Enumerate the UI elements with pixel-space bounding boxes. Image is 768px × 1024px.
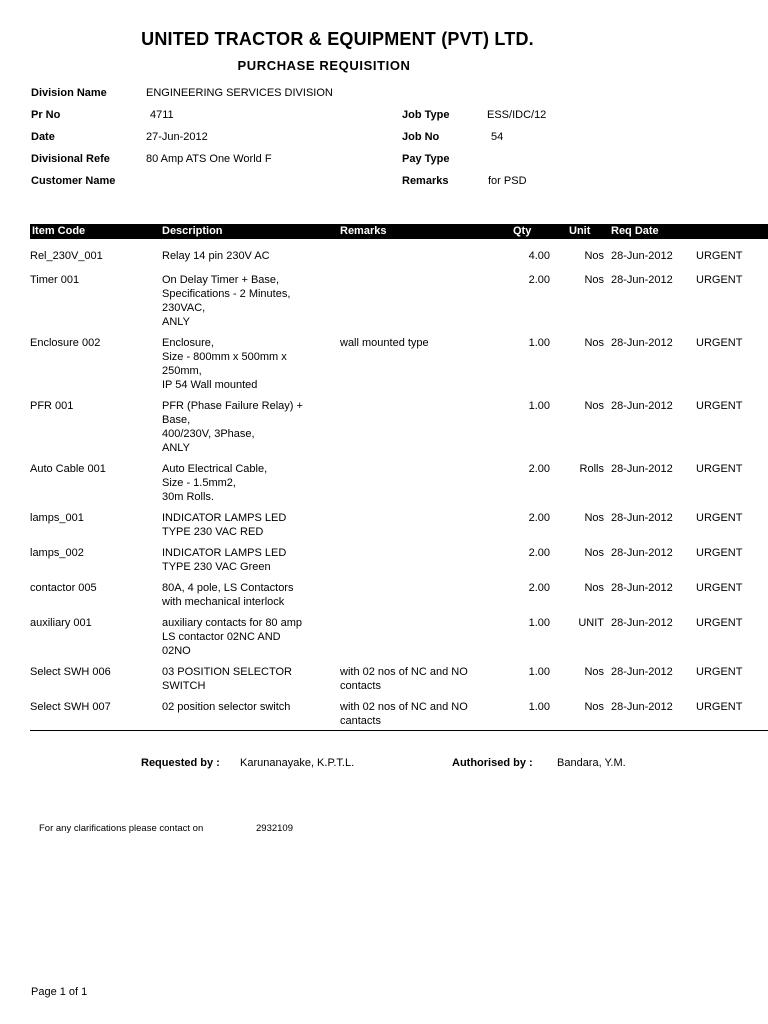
description-cell: INDICATOR LAMPS LED TYPE 230 VAC RED (162, 512, 287, 538)
remarks-cell: wall mounted type (340, 337, 429, 349)
unit-cell: Nos (584, 512, 604, 524)
jobtype-value: ESS/IDC/12 (487, 109, 547, 121)
priority-cell: URGENT (696, 274, 743, 286)
description-cell: 03 POSITION SELECTOR SWITCH (162, 666, 293, 692)
item-code-cell: contactor 005 (30, 582, 97, 594)
table-bottom-divider (30, 730, 768, 731)
unit-cell: Nos (584, 701, 604, 713)
contact-number: 2932109 (256, 823, 293, 834)
prno-value: 4711 (150, 109, 174, 121)
jobno-value: 54 (491, 131, 504, 143)
item-code-cell: auxiliary 001 (30, 617, 92, 629)
qty-cell: 1.00 (528, 701, 550, 713)
req-date-cell: 28-Jun-2012 (611, 463, 673, 475)
authorised-by-value: Bandara, Y.M. (557, 757, 626, 769)
header-description: Description (162, 225, 223, 237)
unit-cell: Nos (584, 547, 604, 559)
remarks-cell: with 02 nos of NC and NO cantacts (340, 701, 468, 727)
item-code-cell: lamps_001 (30, 512, 84, 524)
header-remarks: Remarks (340, 225, 387, 237)
company-name: UNITED TRACTOR & EQUIPMENT (PVT) LTD. (141, 29, 534, 49)
req-date-cell: 28-Jun-2012 (611, 337, 673, 349)
paytype-label: Pay Type (402, 153, 450, 165)
prno-label: Pr No (31, 109, 61, 121)
date-value: 27-Jun-2012 (146, 131, 208, 143)
item-code-cell: Select SWH 007 (30, 701, 111, 713)
description-cell: 80A, 4 pole, LS Contactors with mechanical interlock (162, 582, 294, 608)
page-number: Page 1 of 1 (31, 986, 88, 998)
description-cell: INDICATOR LAMPS LED TYPE 230 VAC Green (162, 547, 287, 573)
description-cell: On Delay Timer + Base, Specifications - 2 Minutes, 230VAC, ANLY (162, 274, 291, 328)
qty-cell: 4.00 (528, 250, 550, 262)
remarks-value: for PSD (488, 175, 527, 187)
qty-cell: 2.00 (528, 274, 550, 286)
unit-cell: Nos (584, 666, 604, 678)
jobtype-label: Job Type (402, 109, 450, 121)
description-cell: Relay 14 pin 230V AC (162, 250, 270, 262)
unit-cell: Rolls (579, 463, 604, 475)
priority-cell: URGENT (696, 666, 743, 678)
description-cell: PFR (Phase Failure Relay) + Base, 400/230V, 3Phase, ANLY (162, 400, 303, 454)
qty-cell: 2.00 (528, 582, 550, 594)
table-header (30, 224, 768, 239)
authorised-by-label: Authorised by : (452, 757, 533, 769)
qty-cell: 1.00 (528, 337, 550, 349)
header-qty: Qty (513, 225, 532, 237)
unit-cell: Nos (584, 250, 604, 262)
division-label: Division Name (31, 87, 107, 99)
contact-text: For any clarifications please contact on (39, 823, 204, 834)
priority-cell: URGENT (696, 617, 743, 629)
unit-cell: Nos (584, 582, 604, 594)
requested-by-value: Karunanayake, K.P.T.L. (240, 757, 355, 769)
divref-value: 80 Amp ATS One World F (146, 153, 272, 165)
divref-label: Divisional Refe (31, 153, 110, 165)
jobno-label: Job No (402, 131, 440, 143)
header-req-date: Req Date (611, 225, 659, 237)
qty-cell: 2.00 (528, 512, 550, 524)
req-date-cell: 28-Jun-2012 (611, 701, 673, 713)
priority-cell: URGENT (696, 337, 743, 349)
unit-cell: Nos (584, 400, 604, 412)
requested-by-label: Requested by : (141, 757, 220, 769)
priority-cell: URGENT (696, 547, 743, 559)
qty-cell: 2.00 (528, 463, 550, 475)
item-code-cell: Auto Cable 001 (30, 463, 106, 475)
header-unit: Unit (569, 225, 591, 237)
qty-cell: 1.00 (528, 617, 550, 629)
item-code-cell: Enclosure 002 (30, 337, 101, 349)
item-code-cell: Select SWH 006 (30, 666, 111, 678)
unit-cell: Nos (584, 337, 604, 349)
division-value: ENGINEERING SERVICES DIVISION (146, 87, 333, 99)
remarks-cell: with 02 nos of NC and NO contacts (340, 666, 468, 692)
priority-cell: URGENT (696, 463, 743, 475)
priority-cell: URGENT (696, 512, 743, 524)
req-date-cell: 28-Jun-2012 (611, 666, 673, 678)
header-item-code: Item Code (32, 225, 86, 237)
req-date-cell: 28-Jun-2012 (611, 617, 673, 629)
req-date-cell: 28-Jun-2012 (611, 582, 673, 594)
qty-cell: 1.00 (528, 400, 550, 412)
item-code-cell: Timer 001 (30, 274, 80, 286)
customer-label: Customer Name (31, 175, 116, 187)
description-cell: 02 position selector switch (162, 701, 291, 713)
item-code-cell: Rel_230V_001 (30, 250, 103, 262)
description-cell: auxiliary contacts for 80 amp LS contactor 02NC AND 02NO (162, 617, 303, 657)
description-cell: Enclosure, Size - 800mm x 500mm x 250mm, IP 54 Wall mounted (162, 337, 287, 391)
priority-cell: URGENT (696, 400, 743, 412)
description-cell: Auto Electrical Cable, Size - 1.5mm2, 30m Rolls. (162, 463, 268, 503)
item-code-cell: lamps_002 (30, 547, 84, 559)
unit-cell: UNIT (578, 617, 604, 629)
qty-cell: 1.00 (528, 666, 550, 678)
req-date-cell: 28-Jun-2012 (611, 547, 673, 559)
date-label: Date (31, 131, 55, 143)
document-title: PURCHASE REQUISITION (237, 58, 411, 73)
req-date-cell: 28-Jun-2012 (611, 274, 673, 286)
req-date-cell: 28-Jun-2012 (611, 400, 673, 412)
priority-cell: URGENT (696, 701, 743, 713)
unit-cell: Nos (584, 274, 604, 286)
priority-cell: URGENT (696, 250, 743, 262)
remarks-label: Remarks (402, 175, 449, 187)
req-date-cell: 28-Jun-2012 (611, 512, 673, 524)
item-code-cell: PFR 001 (30, 400, 74, 412)
qty-cell: 2.00 (528, 547, 550, 559)
priority-cell: URGENT (696, 582, 743, 594)
req-date-cell: 28-Jun-2012 (611, 250, 673, 262)
